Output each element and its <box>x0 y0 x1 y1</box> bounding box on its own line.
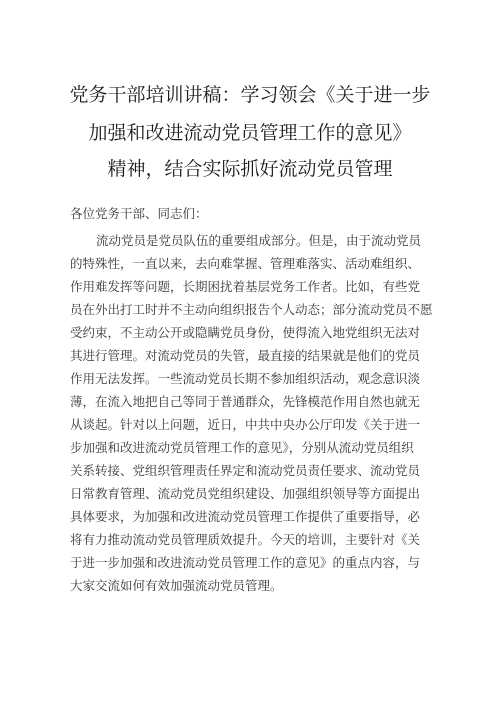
body-line: 日常教育管理、流动党员党组织建设、加强组织领导等方面提出 <box>70 486 421 501</box>
body-line: 薄，在流入地把自己等同于普通群众，先锋模范作用自然也就无 <box>70 394 421 409</box>
body-line: 于进一步加强和改进流动党员管理工作的意见》的重点内容，与 <box>70 555 421 570</box>
body-line: 作用无法发挥。一些流动党员长期不参加组织活动，观念意识淡 <box>70 371 421 386</box>
body-line: 关系转接、党组织管理责任界定和流动党员责任要求、流动党员 <box>70 463 421 478</box>
title-line-1: 党务干部培训讲稿：学习领会《关于进一步 <box>69 84 431 106</box>
body-line: 的特殊性，一直以来，去向难掌握、管理难落实、活动难组织、 <box>70 256 421 271</box>
body-line: 流动党员是党员队伍的重要组成部分。但是，由于流动党员 <box>96 233 422 248</box>
title-line-3: 精神，结合实际抓好流动党员管理 <box>107 158 393 180</box>
body-line: 将有力推动流动党员管理质效提升。今天的培训，主要针对《关 <box>70 532 421 547</box>
salutation: 各位党务干部、同志们： <box>70 206 208 221</box>
body-line: 其进行管理。对流动党员的失管，最直接的结果就是他们的党员 <box>70 348 421 363</box>
body-line: 大家交流如何有效加强流动党员管理。 <box>70 578 283 593</box>
body-line: 员在外出打工时并不主动向组织报告个人动态；部分流动党员不愿 <box>70 302 433 317</box>
body-line: 受约束，不主动公开或隐瞒党员身份，使得流入地党组织无法对 <box>70 325 421 340</box>
body-line: 作用难发挥等问题，长期困扰着基层党务工作者。比如，有些党 <box>70 279 421 294</box>
body-line: 具体要求，为加强和改进流动党员管理工作提供了重要指导，必 <box>70 509 421 524</box>
body-line: 从谈起。针对以上问题，近日，中共中央办公厅印发《关于进一 <box>70 417 421 432</box>
title-line-2: 加强和改进流动党员管理工作的意见》 <box>88 122 412 144</box>
body-line: 步加强和改进流动党员管理工作的意见》，分别从流动党员组织 <box>70 440 414 455</box>
